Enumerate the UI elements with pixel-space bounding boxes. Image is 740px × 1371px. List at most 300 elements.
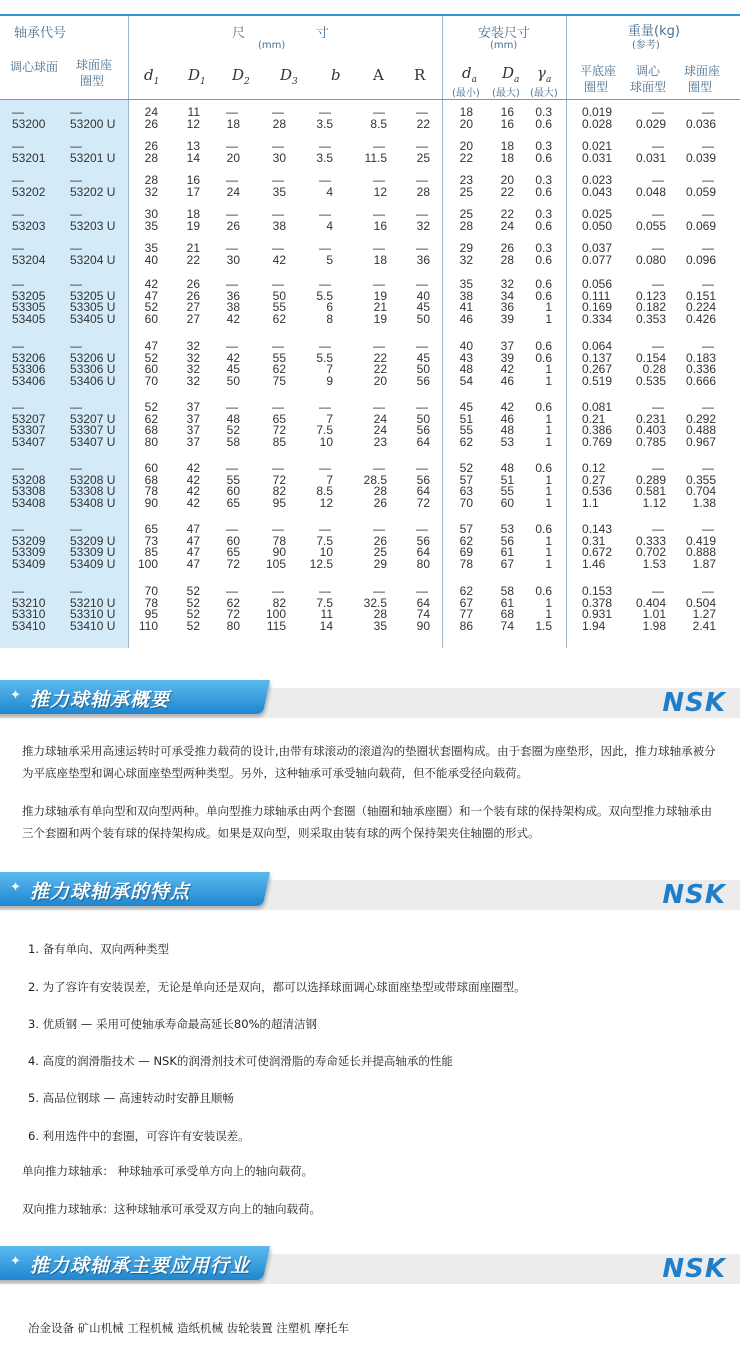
sym-R: R — [414, 66, 426, 84]
table-cell: 28 — [144, 150, 158, 165]
table-cell: 0.6 — [535, 252, 552, 267]
table-cell: 0.143 — [582, 522, 613, 536]
table-cell: 43 — [459, 350, 473, 365]
table-cell: — — [272, 207, 284, 221]
table-cell: 0.6 — [535, 461, 552, 475]
table-cell: 9 — [326, 373, 333, 388]
table-cell: — — [70, 400, 82, 414]
table-cell: 37 — [500, 339, 514, 353]
table-cell: 0.386 — [582, 423, 613, 437]
table-cell: 53210 U — [70, 595, 116, 610]
table-cell: 1 — [545, 595, 552, 610]
table-cell: 53210 — [12, 595, 46, 610]
table-cell: 53407 U — [70, 434, 116, 449]
table-cell: 90 — [416, 618, 430, 633]
table-cell: 1.1 — [582, 495, 599, 510]
table-cell: 0.080 — [635, 252, 666, 267]
table-cell: — — [12, 277, 24, 291]
table-cell: 115 — [266, 618, 286, 633]
table-cell: 52 — [144, 400, 158, 414]
table-cell: 14 — [319, 618, 333, 633]
sym-d1: $d_1$ — [144, 66, 160, 87]
table-cell: 95 — [272, 495, 286, 510]
table-cell: 78 — [144, 595, 158, 610]
table-cell: 42 — [226, 350, 240, 365]
table-cell: 0.3 — [535, 173, 552, 187]
table-cell: — — [702, 461, 714, 475]
table-cell: 35 — [144, 241, 158, 255]
table-cell: 1 — [545, 556, 552, 571]
table-cell: — — [12, 461, 24, 475]
table-cell: 53203 — [12, 218, 46, 233]
table-cell: 32 — [500, 277, 514, 291]
weight-flat-header-2: 圈型 — [584, 80, 609, 94]
table-cell: 0.504 — [685, 595, 716, 610]
table-cell: 60 — [144, 461, 158, 475]
table-cell: 57 — [459, 522, 473, 536]
table-cell: 55 — [500, 484, 514, 498]
table-cell: 53306 U — [70, 362, 116, 376]
table-cell: 42 — [500, 362, 514, 376]
table-cell: 1.12 — [642, 495, 666, 510]
table-cell: 11 — [320, 607, 333, 621]
table-cell: — — [272, 105, 284, 119]
table-cell: 53204 — [12, 252, 46, 267]
table-cell: 1 — [545, 362, 552, 376]
table-cell: — — [416, 207, 428, 221]
table-cell: 0.355 — [685, 472, 716, 487]
feature-item: 1. 备有单向、双向两种类型 — [28, 942, 170, 956]
table-cell: 65 — [226, 495, 240, 510]
table-cell: 28 — [144, 173, 158, 187]
table-cell: — — [70, 241, 82, 255]
table-cell: 85 — [144, 545, 158, 559]
table-cell: 47 — [186, 556, 200, 571]
table-cell: 0.967 — [685, 434, 716, 449]
table-cell: 50 — [416, 411, 430, 426]
table-cell: — — [12, 139, 24, 153]
table-cell: 53309 U — [70, 545, 116, 559]
table-cell: — — [226, 207, 238, 221]
table-cell: — — [70, 207, 82, 221]
table-cell: 64 — [416, 434, 430, 449]
table-cell: 53201 — [12, 150, 46, 165]
table-cell: 0.025 — [582, 207, 613, 221]
table-cell: 30 — [144, 207, 158, 221]
table-cell: 19 — [373, 288, 387, 303]
table-cell: 48 — [500, 461, 514, 475]
table-cell: 53306 — [12, 362, 46, 376]
table-cell: 53310 U — [70, 607, 116, 621]
table-cell: 42 — [186, 461, 200, 475]
table-cell: 53407 — [12, 434, 46, 449]
table-cell: — — [416, 277, 428, 291]
feature-item: 双向推力球轴承：这种球轴承可承受双方向上的轴向载荷。 — [22, 1202, 321, 1216]
table-cell: 7 — [326, 411, 333, 426]
table-cell: 53206 U — [70, 350, 116, 365]
table-cell: 0.151 — [685, 288, 716, 303]
table-cell: 6 — [326, 300, 333, 314]
table-cell: — — [652, 105, 664, 119]
table-cell: 8.5 — [316, 484, 333, 498]
table-cell: 53410 U — [70, 618, 116, 633]
weight-flat-header-1: 平底座 — [580, 64, 617, 78]
table-cell: 0.183 — [685, 350, 716, 365]
overview-banner — [0, 680, 740, 728]
table-cell: 74 — [416, 607, 430, 621]
weight-ref: (参考) — [632, 40, 660, 51]
table-cell: 51 — [500, 472, 514, 487]
table-cell: 12.5 — [309, 556, 333, 571]
table-cell: 46 — [500, 411, 514, 426]
table-cell: 53204 U — [70, 252, 116, 267]
table-cell: 68 — [144, 472, 158, 487]
table-cell: 0.056 — [582, 277, 613, 291]
table-cell: 54 — [459, 373, 473, 388]
table-cell: 1 — [545, 411, 552, 426]
table-cell: 4 — [326, 184, 333, 199]
table-cell: 68 — [144, 423, 158, 437]
table-cell: — — [652, 339, 664, 353]
table-cell: — — [70, 139, 82, 153]
table-cell: 30 — [272, 150, 286, 165]
table-cell: — — [652, 400, 664, 414]
seat-ring-header-2: 圈型 — [80, 74, 105, 88]
table-cell: 0.403 — [635, 423, 666, 437]
sparkle-icon: ✦ — [10, 688, 21, 703]
table-top-rule — [0, 14, 740, 16]
table-cell: 0.3 — [535, 105, 552, 119]
sparkle-icon: ✦ — [10, 1254, 21, 1269]
table-cell: 18 — [186, 207, 200, 221]
overview-paragraph-2: 推力球轴承有单向型和双向型两种。单向型推力球轴承由两个套圈（轴圈和轴承座圈）和一个装有球的保持架构成。双向型推力球轴承由三个套圈和两个装有球的保持架构成。如果是双向型，则采取由装有球的两个保持架夹住轴圈的形式。 — [22, 804, 712, 840]
table-cell: — — [373, 173, 385, 187]
table-cell: 1 — [545, 311, 552, 326]
table-cell: 1 — [545, 373, 552, 388]
table-cell: 1 — [545, 472, 552, 487]
table-cell: 0.6 — [535, 184, 552, 199]
overview-paragraph-1: 推力球轴承采用高速运转时可承受推力载荷的设计,由带有球滚动的滚道沟的垫圈状套圈构成。由于套圈为座垫形，因此，推力球轴承被分为平底座垫型和调心球面座垫型两种类型。另外，这种轴承可承受轴向载荷，但不能承受径向载荷。 — [22, 744, 716, 780]
feature-item: 5. 高品位钢球 — 高速转动时安静且顺畅 — [28, 1091, 234, 1105]
table-cell: — — [12, 105, 24, 119]
table-cell: 74 — [500, 618, 514, 633]
table-cell: 53308 — [12, 484, 46, 498]
table-cell: 18 — [459, 105, 473, 119]
table-cell: 1.87 — [692, 556, 716, 571]
table-cell: 20 — [500, 173, 514, 187]
table-cell: 1 — [545, 495, 552, 510]
table-cell: 20 — [459, 116, 473, 131]
table-cell: 73 — [144, 533, 158, 548]
table-cell: 0.21 — [582, 411, 606, 426]
table-cell: 20 — [373, 373, 387, 388]
table-cell: 27 — [186, 300, 200, 314]
table-cell: 53310 — [12, 607, 46, 621]
table-cell: 42 — [500, 400, 514, 414]
table-cell: — — [702, 339, 714, 353]
table-cell: 25 — [416, 150, 430, 165]
table-cell: 1 — [545, 545, 552, 559]
table-cell: 0.077 — [582, 252, 613, 267]
table-cell: — — [702, 241, 714, 255]
table-cell: 28 — [416, 184, 430, 199]
table-cell: — — [373, 207, 385, 221]
table-cell: 75 — [272, 373, 286, 388]
weight-seat-header-1: 球面座 — [684, 64, 721, 78]
table-cell: 42 — [226, 311, 240, 326]
table-cell: 82 — [272, 595, 286, 610]
table-cell: 0.043 — [582, 184, 613, 199]
table-cell: 0.535 — [635, 373, 666, 388]
table-cell: 56 — [416, 423, 430, 437]
table-cell: 0.488 — [685, 423, 716, 437]
table-cell: 0.3 — [535, 139, 552, 153]
table-cell: — — [416, 461, 428, 475]
table-cell: 32 — [186, 362, 200, 376]
table-cell: 50 — [272, 288, 286, 303]
table-cell: 26 — [186, 288, 200, 303]
table-cell: 52 — [459, 461, 473, 475]
table-cell: 53408 U — [70, 495, 116, 510]
weight-align-header-1: 调心 — [636, 64, 661, 78]
table-cell: 11.5 — [364, 150, 387, 165]
table-cell: — — [652, 461, 664, 475]
weight-title: 重量(kg) — [628, 24, 680, 39]
feature-item: 4. 高度的润滑脂技术 — NSK的润滑剂技术可使润滑脂的寿命延长并提高轴承的性能 — [28, 1054, 453, 1068]
table-cell: 52 — [226, 423, 240, 437]
table-cell: 0.050 — [582, 218, 613, 233]
table-cell: — — [272, 277, 284, 291]
table-cell: 26 — [373, 495, 387, 510]
table-cell: 56 — [416, 373, 430, 388]
table-cell: 45 — [416, 350, 430, 365]
table-cell: — — [272, 400, 284, 414]
table-cell: 21 — [186, 241, 200, 255]
table-cell: 28 — [373, 484, 387, 498]
table-cell: 0.059 — [685, 184, 716, 199]
table-cell: 0.023 — [582, 173, 613, 187]
table-cell: — — [70, 584, 82, 598]
table-cell: 0.404 — [635, 595, 666, 610]
column-divider — [128, 16, 129, 648]
table-cell: — — [652, 173, 664, 187]
table-cell: 0.666 — [685, 373, 716, 388]
table-cell: 0.769 — [582, 434, 613, 449]
nsk-logo: NSK — [662, 1254, 726, 1284]
table-cell: 0.6 — [535, 522, 552, 536]
table-cell: 50 — [416, 362, 430, 376]
table-cell: 0.123 — [635, 288, 666, 303]
table-cell: 1 — [545, 533, 552, 548]
table-cell: — — [70, 339, 82, 353]
table-cell: 53406 — [12, 373, 46, 388]
table-cell: 23 — [459, 173, 473, 187]
table-cell: — — [416, 339, 428, 353]
table-cell: 26 — [373, 533, 387, 548]
table-cell: 32.5 — [363, 595, 387, 610]
table-cell: 51 — [459, 411, 473, 426]
table-cell: 0.6 — [535, 150, 552, 165]
table-cell: 53208 — [12, 472, 46, 487]
table-cell: 7.5 — [316, 423, 333, 437]
table-cell: 61 — [500, 545, 514, 559]
table-cell: 48 — [500, 423, 514, 437]
table-cell: 7 — [326, 362, 333, 376]
table-cell: 0.031 — [635, 150, 666, 165]
table-cell: 47 — [144, 339, 158, 353]
table-cell: 20 — [459, 139, 473, 153]
table-cell: 16 — [500, 116, 514, 131]
table-cell: — — [702, 522, 714, 536]
table-cell: 46 — [459, 311, 473, 326]
table-cell: — — [12, 400, 24, 414]
table-cell: 62 — [272, 362, 286, 376]
table-cell: — — [702, 400, 714, 414]
table-cell: 0.931 — [582, 607, 613, 621]
table-cell: — — [373, 339, 385, 353]
table-cell: 105 — [265, 556, 286, 571]
table-cell: — — [652, 241, 664, 255]
table-cell: 60 — [226, 484, 240, 498]
table-cell: 0.182 — [635, 300, 666, 314]
table-cell: 32 — [416, 218, 430, 233]
table-cell: 0.019 — [582, 105, 613, 119]
table-cell: 26 — [186, 277, 200, 291]
table-cell: 0.6 — [535, 218, 552, 233]
table-cell: — — [272, 461, 284, 475]
table-cell: 58 — [500, 584, 514, 598]
table-cell: 32 — [186, 350, 200, 365]
table-cell: 18 — [500, 150, 514, 165]
table-cell: 60 — [144, 362, 158, 376]
table-cell: 0.292 — [685, 411, 716, 426]
table-cell: 3.5 — [316, 116, 333, 131]
table-cell: 1.5 — [535, 618, 552, 633]
table-cell: 48 — [459, 362, 473, 376]
table-cell: 53205 U — [70, 288, 116, 303]
dim-unit: (mm) — [258, 40, 286, 51]
table-cell: 41 — [459, 300, 473, 314]
table-cell: 1 — [545, 434, 552, 449]
table-cell: 0.064 — [582, 339, 613, 353]
table-cell: 56 — [416, 533, 430, 548]
table-cell: 24 — [500, 218, 514, 233]
table-cell: 0.704 — [685, 484, 716, 498]
table-cell: — — [70, 277, 82, 291]
table-cell: 18 — [500, 139, 514, 153]
table-cell: 56 — [416, 472, 430, 487]
table-cell: 25 — [373, 545, 387, 559]
table-cell: 5.5 — [316, 350, 333, 365]
table-cell: 25 — [459, 184, 473, 199]
table-cell: 67 — [459, 595, 473, 610]
table-cell: 82 — [272, 484, 286, 498]
table-cell: 80 — [416, 556, 430, 571]
table-cell: 0.036 — [685, 116, 716, 131]
table-cell: 18 — [373, 252, 387, 267]
table-cell: — — [226, 461, 238, 475]
table-cell: 57 — [459, 472, 473, 487]
table-cell: 8.5 — [370, 116, 387, 131]
table-cell: 53409 U — [70, 556, 116, 571]
table-cell: 1.01 — [642, 607, 666, 621]
table-cell: 5.5 — [316, 288, 333, 303]
table-cell: 53405 U — [70, 311, 116, 326]
table-cell: 4 — [326, 218, 333, 233]
table-cell: 53305 U — [70, 300, 116, 314]
feature-item: 单向推力球轴承： 种球轴承可承受单方向上的轴向载荷。 — [22, 1164, 314, 1178]
table-cell: 53209 — [12, 533, 46, 548]
table-cell: — — [319, 400, 331, 414]
table-cell: 0.154 — [635, 350, 666, 365]
table-cell: 0.6 — [535, 350, 552, 365]
table-cell: 35 — [144, 218, 158, 233]
table-cell: 26 — [144, 139, 158, 153]
table-cell: 52 — [186, 607, 200, 621]
table-cell: 7.5 — [316, 595, 333, 610]
table-cell: 13 — [186, 139, 200, 153]
table-cell: — — [373, 461, 385, 475]
sym-b: b — [331, 66, 341, 84]
table-cell: 0.31 — [582, 533, 606, 548]
table-cell: — — [226, 522, 238, 536]
table-cell: — — [319, 339, 331, 353]
table-cell: 38 — [226, 300, 240, 314]
table-cell: — — [226, 173, 238, 187]
table-cell: 0.3 — [535, 241, 552, 255]
table-cell: 52 — [144, 350, 158, 365]
table-cell: — — [226, 139, 238, 153]
table-cell: 0.334 — [582, 311, 613, 326]
table-cell: 0.029 — [635, 116, 666, 131]
table-cell: 1.98 — [642, 618, 666, 633]
table-cell: — — [272, 241, 284, 255]
table-cell: 53307 U — [70, 423, 116, 437]
table-cell: 70 — [144, 373, 158, 388]
table-cell: 47 — [186, 533, 200, 548]
table-cell: — — [226, 584, 238, 598]
sparkle-icon: ✦ — [10, 880, 21, 895]
table-cell: 53410 — [12, 618, 46, 633]
table-cell: 35 — [373, 618, 387, 633]
table-cell: — — [416, 522, 428, 536]
table-cell: 35 — [459, 277, 473, 291]
table-cell: — — [416, 584, 428, 598]
table-cell: 0.096 — [685, 252, 716, 267]
table-cell: 5 — [326, 252, 333, 267]
table-cell: 65 — [226, 545, 240, 559]
table-cell: 53405 — [12, 311, 46, 326]
table-cell: 40 — [416, 288, 430, 303]
table-cell: — — [652, 139, 664, 153]
table-cell: 100 — [137, 556, 158, 571]
table-cell: 0.289 — [635, 472, 666, 487]
seat-ring-header-1: 球面座 — [76, 58, 113, 72]
table-cell: 53208 U — [70, 472, 116, 487]
table-cell: — — [652, 584, 664, 598]
table-cell: 28 — [500, 252, 514, 267]
table-cell: — — [272, 584, 284, 598]
table-cell: 53203 U — [70, 218, 116, 233]
bearing-spec-table — [0, 0, 740, 648]
table-cell: — — [319, 207, 331, 221]
table-cell: 36 — [500, 300, 514, 314]
table-cell: 39 — [500, 350, 514, 365]
table-cell: 1 — [545, 300, 552, 314]
table-cell: 24 — [373, 411, 387, 426]
table-cell: 1.27 — [692, 607, 716, 621]
sym-da: $d_a$ — [462, 64, 477, 85]
